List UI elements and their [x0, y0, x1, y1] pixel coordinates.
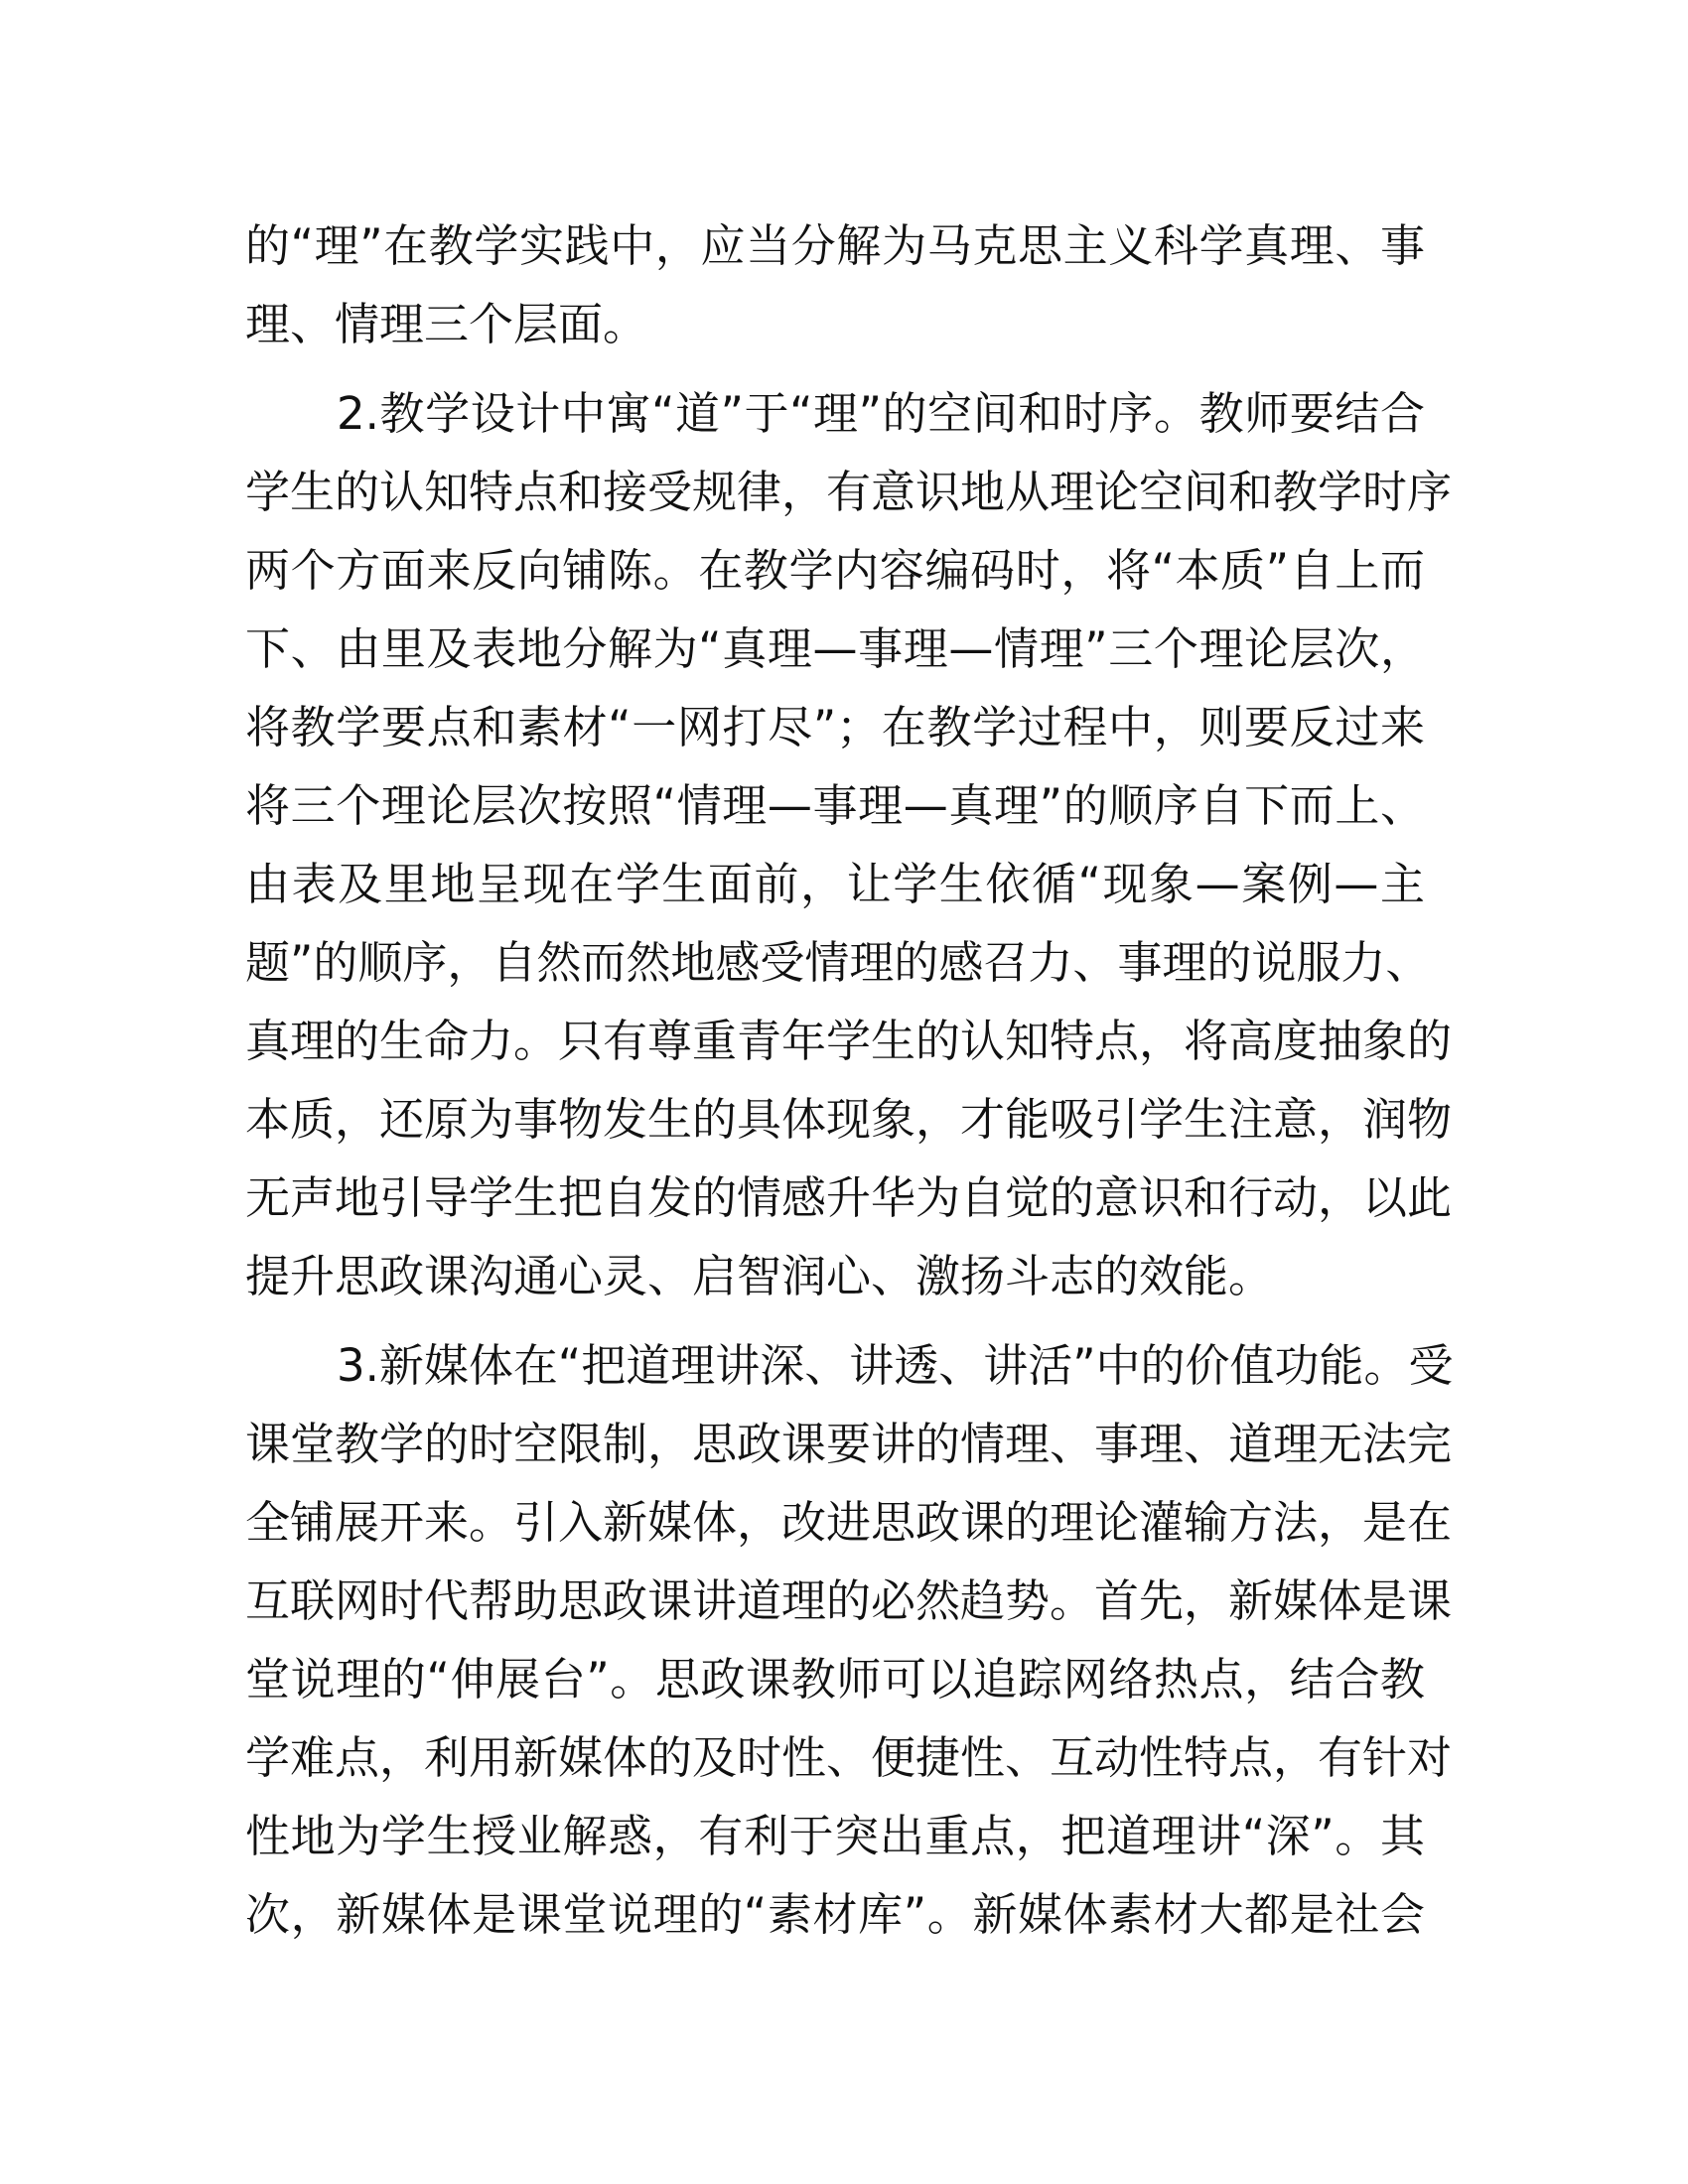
- document-page: [245, 206, 1454, 1965]
- text-line: 学生的认知特点和接受规律，有意识地从理论空间和教学时序: [245, 466, 1453, 518]
- text-line: 无声地引导学生把自发的情感升华为自觉的意识和行动，以此: [245, 1171, 1453, 1224]
- paragraph-3: [245, 1326, 1454, 1954]
- text-line: 互联网时代帮助思政课讲道理的必然趋势。首先，新媒体是课: [245, 1574, 1453, 1627]
- text-line: 理、情理三个层面。: [245, 298, 648, 350]
- text-line: 将教学要点和素材“一网打尽”；在教学过程中，则要反过来: [245, 701, 1425, 753]
- text-line: 下、由里及表地分解为“真理—事理—情理”三个理论层次，: [245, 622, 1425, 675]
- text-line: 题”的顺序，自然而然地感受情理的感召力、事理的说服力、: [245, 936, 1431, 989]
- text-line: 本质，还原为事物发生的具体现象，才能吸引学生注意，润物: [245, 1093, 1453, 1146]
- text-line: 的“理”在教学实践中，应当分解为马克思主义科学真理、事: [245, 219, 1425, 272]
- text-line: 提升思政课沟通心灵、启智润心、激扬斗志的效能。: [245, 1250, 1274, 1302]
- text-line: 堂说理的“伸展台”。思政课教师可以追踪网络热点，结合教: [245, 1653, 1425, 1706]
- text-line: 真理的生命力。只有尊重青年学生的认知特点，将高度抽象的: [245, 1015, 1453, 1067]
- paragraph-2: [245, 374, 1453, 1315]
- text-line: 两个方面来反向铺陈。在教学内容编码时，将“本质”自上而: [245, 544, 1425, 597]
- text-line: 学难点，利用新媒体的及时性、便捷性、互动性特点，有针对: [245, 1731, 1453, 1784]
- text-line: 课堂教学的时空限制，思政课要讲的情理、事理、道理无法完: [245, 1418, 1453, 1470]
- text-line: 全铺展开来。引入新媒体，改进思政课的理论灌输方法，是在: [245, 1496, 1453, 1549]
- paragraph-1: [245, 206, 1425, 363]
- text-line: 将三个理论层次按照“情理—事理—真理”的顺序自下而上、: [245, 779, 1425, 832]
- text-line: 性地为学生授业解惑，有利于突出重点，把道理讲“深”。其: [245, 1810, 1425, 1862]
- text-line: 由表及里地呈现在学生面前，让学生依循“现象—案例—主: [245, 858, 1425, 910]
- text-line: 2.教学设计中寓“道”于“理”的空间和时序。教师要结合: [337, 387, 1425, 440]
- text-line: 3.新媒体在“把道理讲深、讲透、讲活”中的价值功能。受: [337, 1339, 1454, 1392]
- text-line: 次，新媒体是课堂说理的“素材库”。新媒体素材大都是社会: [245, 1888, 1425, 1941]
